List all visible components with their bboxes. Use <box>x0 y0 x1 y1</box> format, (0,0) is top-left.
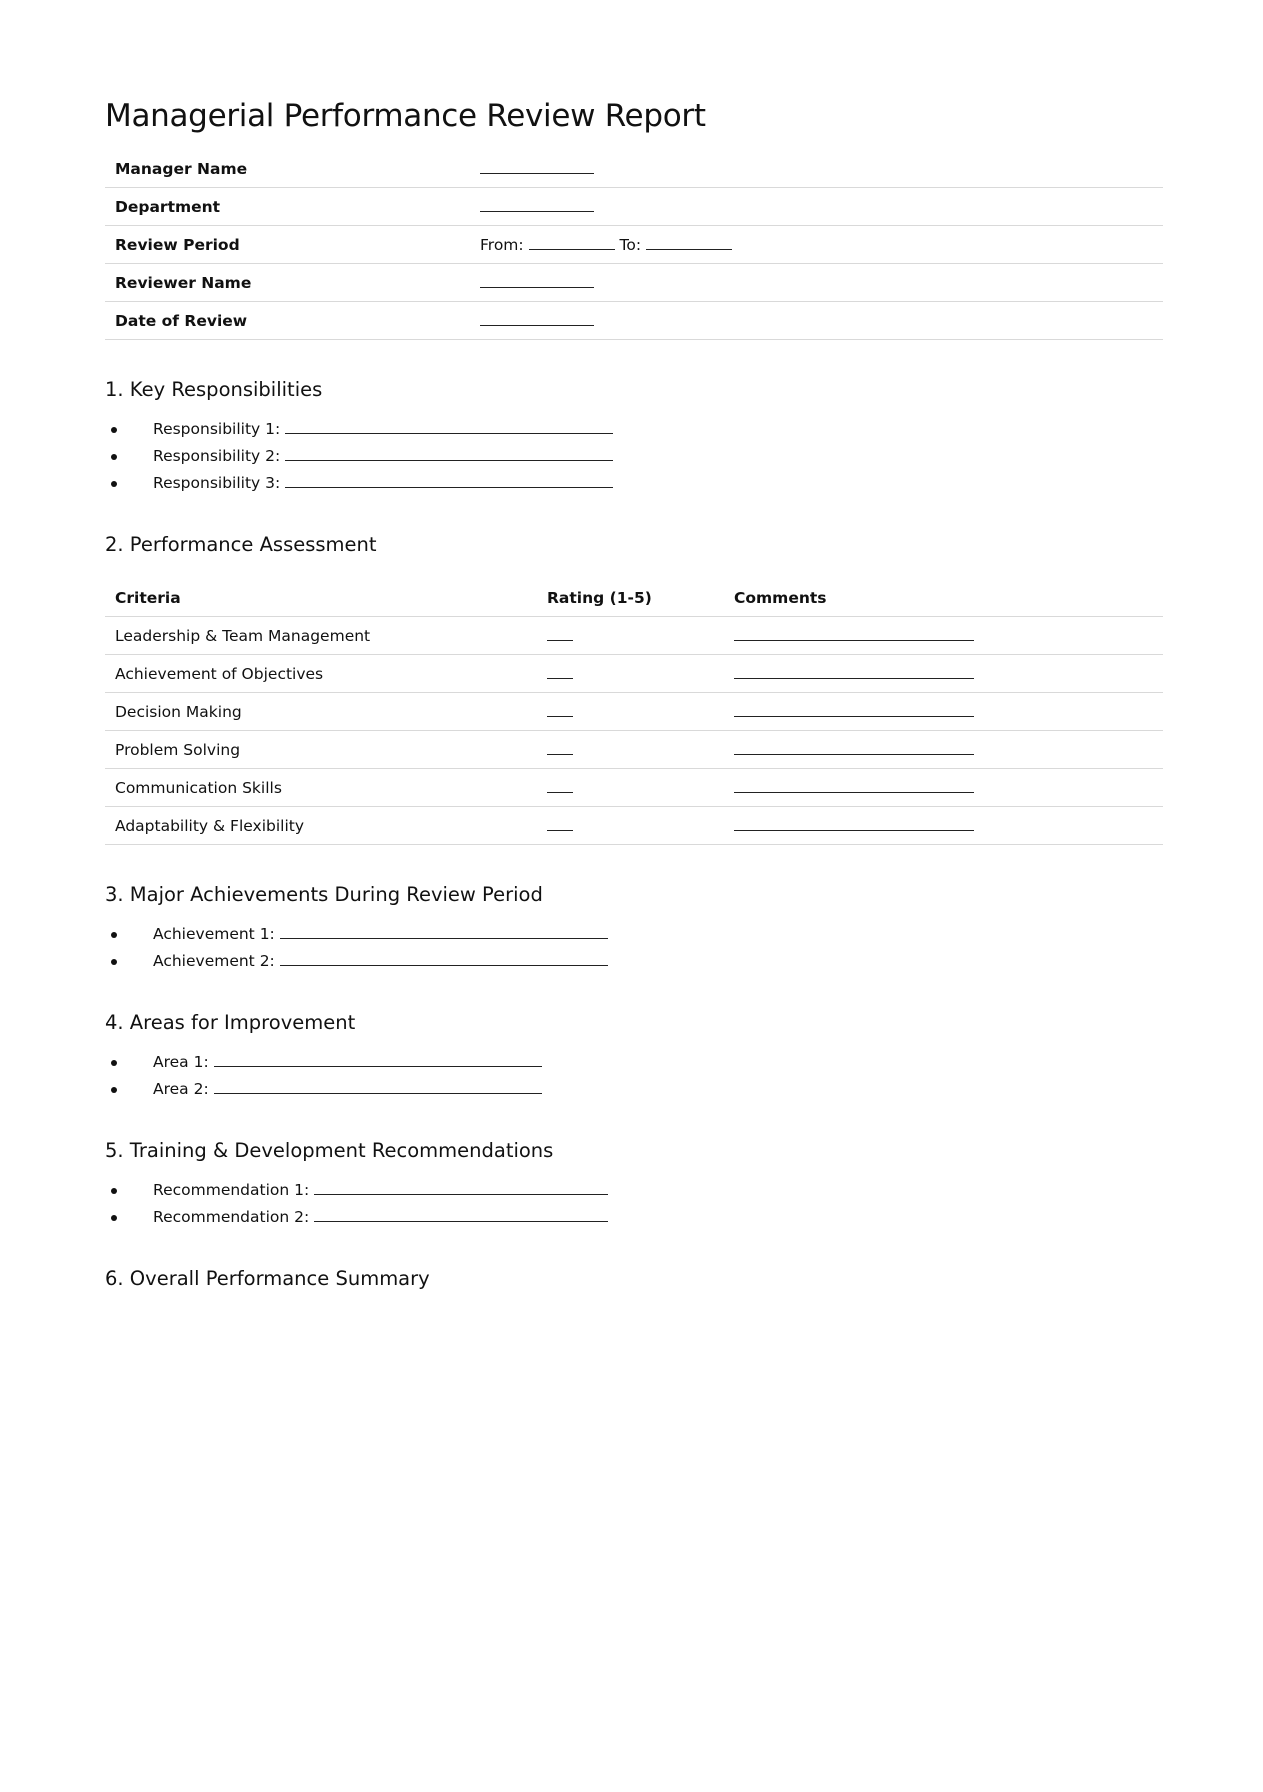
review-period-to-blank[interactable] <box>646 235 732 250</box>
reviewer-name-label: Reviewer Name <box>105 264 470 302</box>
table-row <box>105 655 1163 693</box>
section-heading-training-recommendations: 5. Training & Development Recommendations <box>105 1139 554 1162</box>
criteria-cell: Problem Solving <box>105 731 537 769</box>
department-label: Department <box>105 188 470 226</box>
table-row <box>105 617 1163 655</box>
rating-cell[interactable] <box>537 655 724 693</box>
rating-cell[interactable] <box>537 731 724 769</box>
review-period-to-label: To: <box>619 236 642 254</box>
info-row-reviewer-name <box>105 264 1163 302</box>
comments-cell[interactable] <box>724 769 1163 807</box>
section-heading-key-responsibilities: 1. Key Responsibilities <box>105 378 323 401</box>
list-item: Responsibility 1: <box>105 416 1158 443</box>
comments-cell[interactable] <box>724 731 1163 769</box>
achievement-2-blank[interactable] <box>280 951 608 966</box>
table-row <box>105 769 1163 807</box>
comments-cell[interactable] <box>724 655 1163 693</box>
list-item: Recommendation 1: <box>105 1177 1158 1204</box>
recommendation-1-blank[interactable] <box>314 1180 608 1195</box>
section-heading-areas-for-improvement: 4. Areas for Improvement <box>105 1011 356 1034</box>
criteria-cell: Achievement of Objectives <box>105 655 537 693</box>
table-row <box>105 807 1163 845</box>
criteria-cell: Decision Making <box>105 693 537 731</box>
recommendations-list <box>105 1177 1158 1231</box>
section-heading-major-achievements: 3. Major Achievements During Review Period <box>105 883 543 906</box>
rating-cell[interactable] <box>537 617 724 655</box>
manager-info-table <box>105 150 1163 340</box>
responsibility-2-blank[interactable] <box>285 446 613 461</box>
table-row <box>105 731 1163 769</box>
column-header-criteria: Criteria <box>105 579 537 617</box>
comments-cell[interactable] <box>724 807 1163 845</box>
info-row-date-of-review <box>105 302 1163 340</box>
page-title: Managerial Performance Review Report <box>105 98 706 134</box>
achievements-list <box>105 921 1158 975</box>
criteria-cell: Adaptability & Flexibility <box>105 807 537 845</box>
list-item: Responsibility 3: <box>105 470 1158 497</box>
review-period-field[interactable] <box>470 226 1163 264</box>
table-header-row <box>105 579 1163 617</box>
column-header-comments: Comments <box>724 579 1163 617</box>
rating-cell[interactable] <box>537 807 724 845</box>
area-1-blank[interactable] <box>214 1052 542 1067</box>
list-item: Achievement 1: <box>105 921 1158 948</box>
improvement-areas-list <box>105 1049 1158 1103</box>
performance-assessment-table <box>105 579 1163 845</box>
list-item: Recommendation 2: <box>105 1204 1158 1231</box>
info-row-department <box>105 188 1163 226</box>
criteria-cell: Communication Skills <box>105 769 537 807</box>
date-of-review-field[interactable] <box>470 302 1163 340</box>
area-2-blank[interactable] <box>214 1079 542 1094</box>
info-row-review-period <box>105 226 1163 264</box>
info-row-manager-name <box>105 150 1163 188</box>
manager-name-field[interactable] <box>470 150 1163 188</box>
list-item: Area 1: <box>105 1049 1158 1076</box>
rating-cell[interactable] <box>537 769 724 807</box>
list-item: Achievement 2: <box>105 948 1158 975</box>
comments-cell[interactable] <box>724 617 1163 655</box>
rating-cell[interactable] <box>537 693 724 731</box>
department-field[interactable] <box>470 188 1163 226</box>
reviewer-name-field[interactable] <box>470 264 1163 302</box>
criteria-cell: Leadership & Team Management <box>105 617 537 655</box>
column-header-rating: Rating (1-5) <box>537 579 724 617</box>
responsibilities-list <box>105 416 1158 497</box>
recommendation-2-blank[interactable] <box>314 1207 608 1222</box>
date-of-review-label: Date of Review <box>105 302 470 340</box>
section-heading-overall-summary: 6. Overall Performance Summary <box>105 1267 430 1290</box>
review-period-from-blank[interactable] <box>529 235 615 250</box>
responsibility-3-blank[interactable] <box>285 473 613 488</box>
review-period-from-label: From: <box>480 236 524 254</box>
section-heading-performance-assessment: 2. Performance Assessment <box>105 533 377 556</box>
list-item: Responsibility 2: <box>105 443 1158 470</box>
responsibility-1-blank[interactable] <box>285 419 613 434</box>
table-row <box>105 693 1163 731</box>
achievement-1-blank[interactable] <box>280 924 608 939</box>
review-period-label: Review Period <box>105 226 470 264</box>
comments-cell[interactable] <box>724 693 1163 731</box>
manager-name-label: Manager Name <box>105 150 470 188</box>
list-item: Area 2: <box>105 1076 1158 1103</box>
